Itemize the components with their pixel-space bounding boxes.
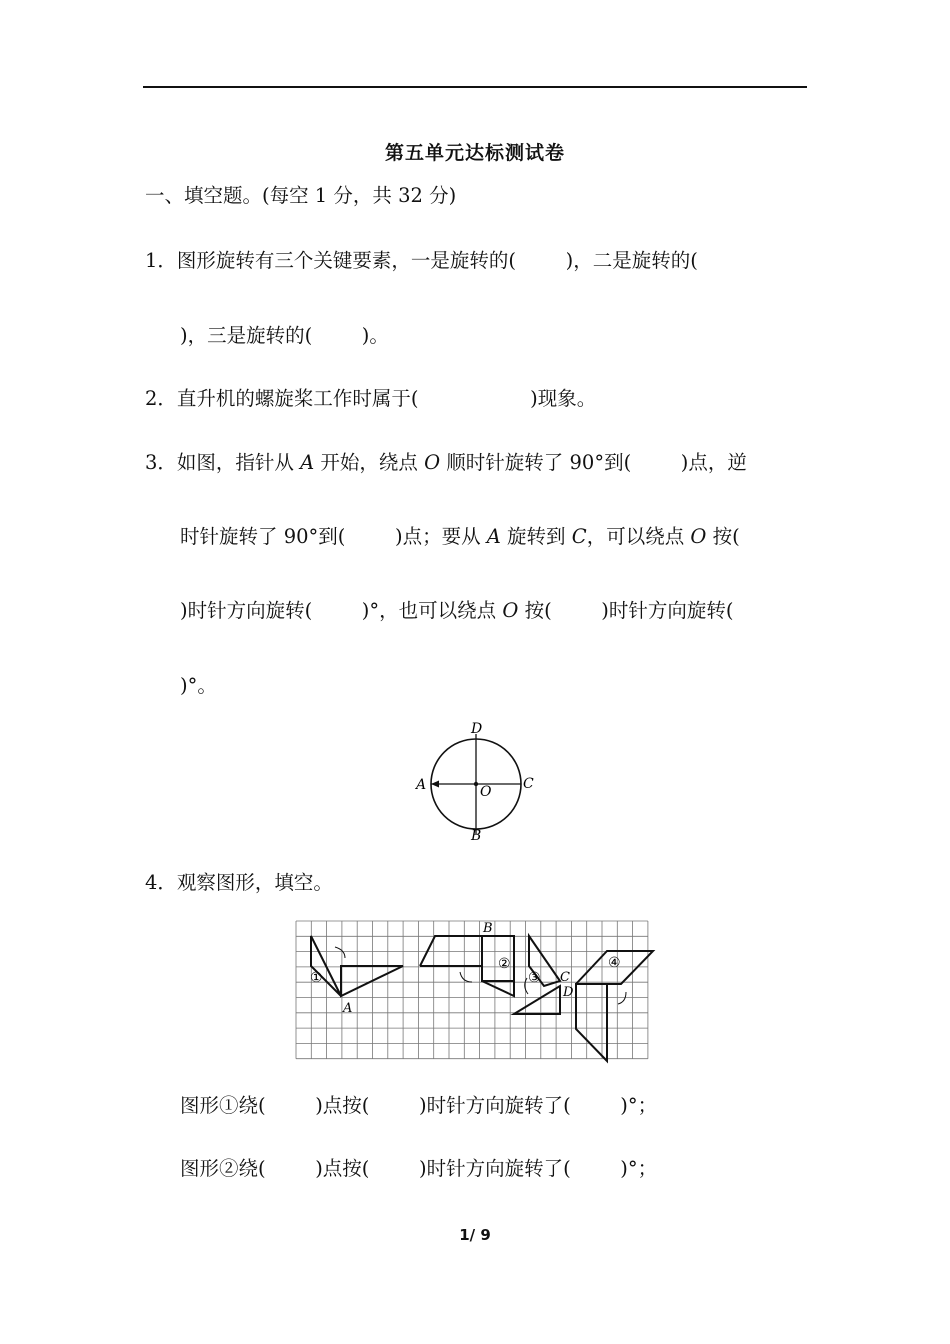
center-point [474,782,478,786]
rotation-grid-figure [290,914,660,1068]
q3-text: 按( )时针方向旋转( [518,599,734,622]
q3-var-a: A [486,525,501,548]
q3-var-a: A [300,451,315,474]
rotation-arrow-icon [618,992,626,1004]
question-3-line-1 [145,453,747,473]
q3-text: 3．如图，指针从 [145,451,301,474]
q3-text: 时针旋转了 90°到( )点；要从 [180,525,487,548]
rotation-arrow-icon [460,972,472,982]
question-3-line-3 [180,601,734,621]
label-c: C [523,776,534,792]
label-a: A [343,1001,353,1016]
q3-text: ，可以绕点 [586,525,691,548]
pointer-arrowhead [431,781,439,788]
q3-var-c: C [571,525,587,548]
question-1-line-1: 1．图形旋转有三个关键要素，一是旋转的( )，二是旋转的( [145,249,698,272]
label-shape-2: ② [498,956,511,972]
question-3-line-4: )°。 [180,674,217,697]
rotation-arrow-icon [335,947,345,958]
label-o: O [480,784,492,800]
question-3-line-2 [180,527,740,547]
page-title: 第五单元达标测试卷 [384,142,565,164]
label-shape-3: ③ [528,970,541,986]
label-shape-1: ① [310,970,323,986]
header-rule [143,86,807,88]
shape-1-rotated [341,966,403,996]
question-2: 2．直升机的螺旋桨工作时属于( )现象。 [145,387,597,410]
label-d: D [471,721,483,737]
label-shape-4: ④ [608,955,621,971]
q3-text: 按( [706,525,740,548]
shape-1-original [311,936,341,996]
label-b: B [471,828,482,844]
page-number: 1/ 9 [459,1226,491,1244]
fill-blank-shape-1: 图形①绕( )点按( )时针方向旋转了( )°； [180,1094,658,1117]
q3-var-o: O [502,599,519,622]
section-heading: 一、填空题。(每空 1 分，共 32 分) [145,184,457,207]
q3-var-o: O [690,525,707,548]
label-b: B [483,921,493,936]
q3-text: )时针方向旋转( )°，也可以绕点 [180,599,503,622]
label-d: D [563,985,574,1000]
q3-text: 旋转到 [500,525,572,548]
clock-circle-figure [408,718,544,846]
label-c: C [560,970,570,985]
question-1-line-2: )，三是旋转的( )。 [180,324,389,347]
shape-3-rotated [514,986,560,1014]
grid-lines [296,921,648,1059]
label-a: A [416,777,427,793]
q3-text: 顺时针旋转了 90°到( )点，逆 [440,451,747,474]
question-4: 4．观察图形，填空。 [145,871,333,894]
q3-text: 开始，绕点 [314,451,425,474]
fill-blank-shape-2: 图形②绕( )点按( )时针方向旋转了( )°； [180,1157,658,1180]
q3-var-o: O [424,451,441,474]
